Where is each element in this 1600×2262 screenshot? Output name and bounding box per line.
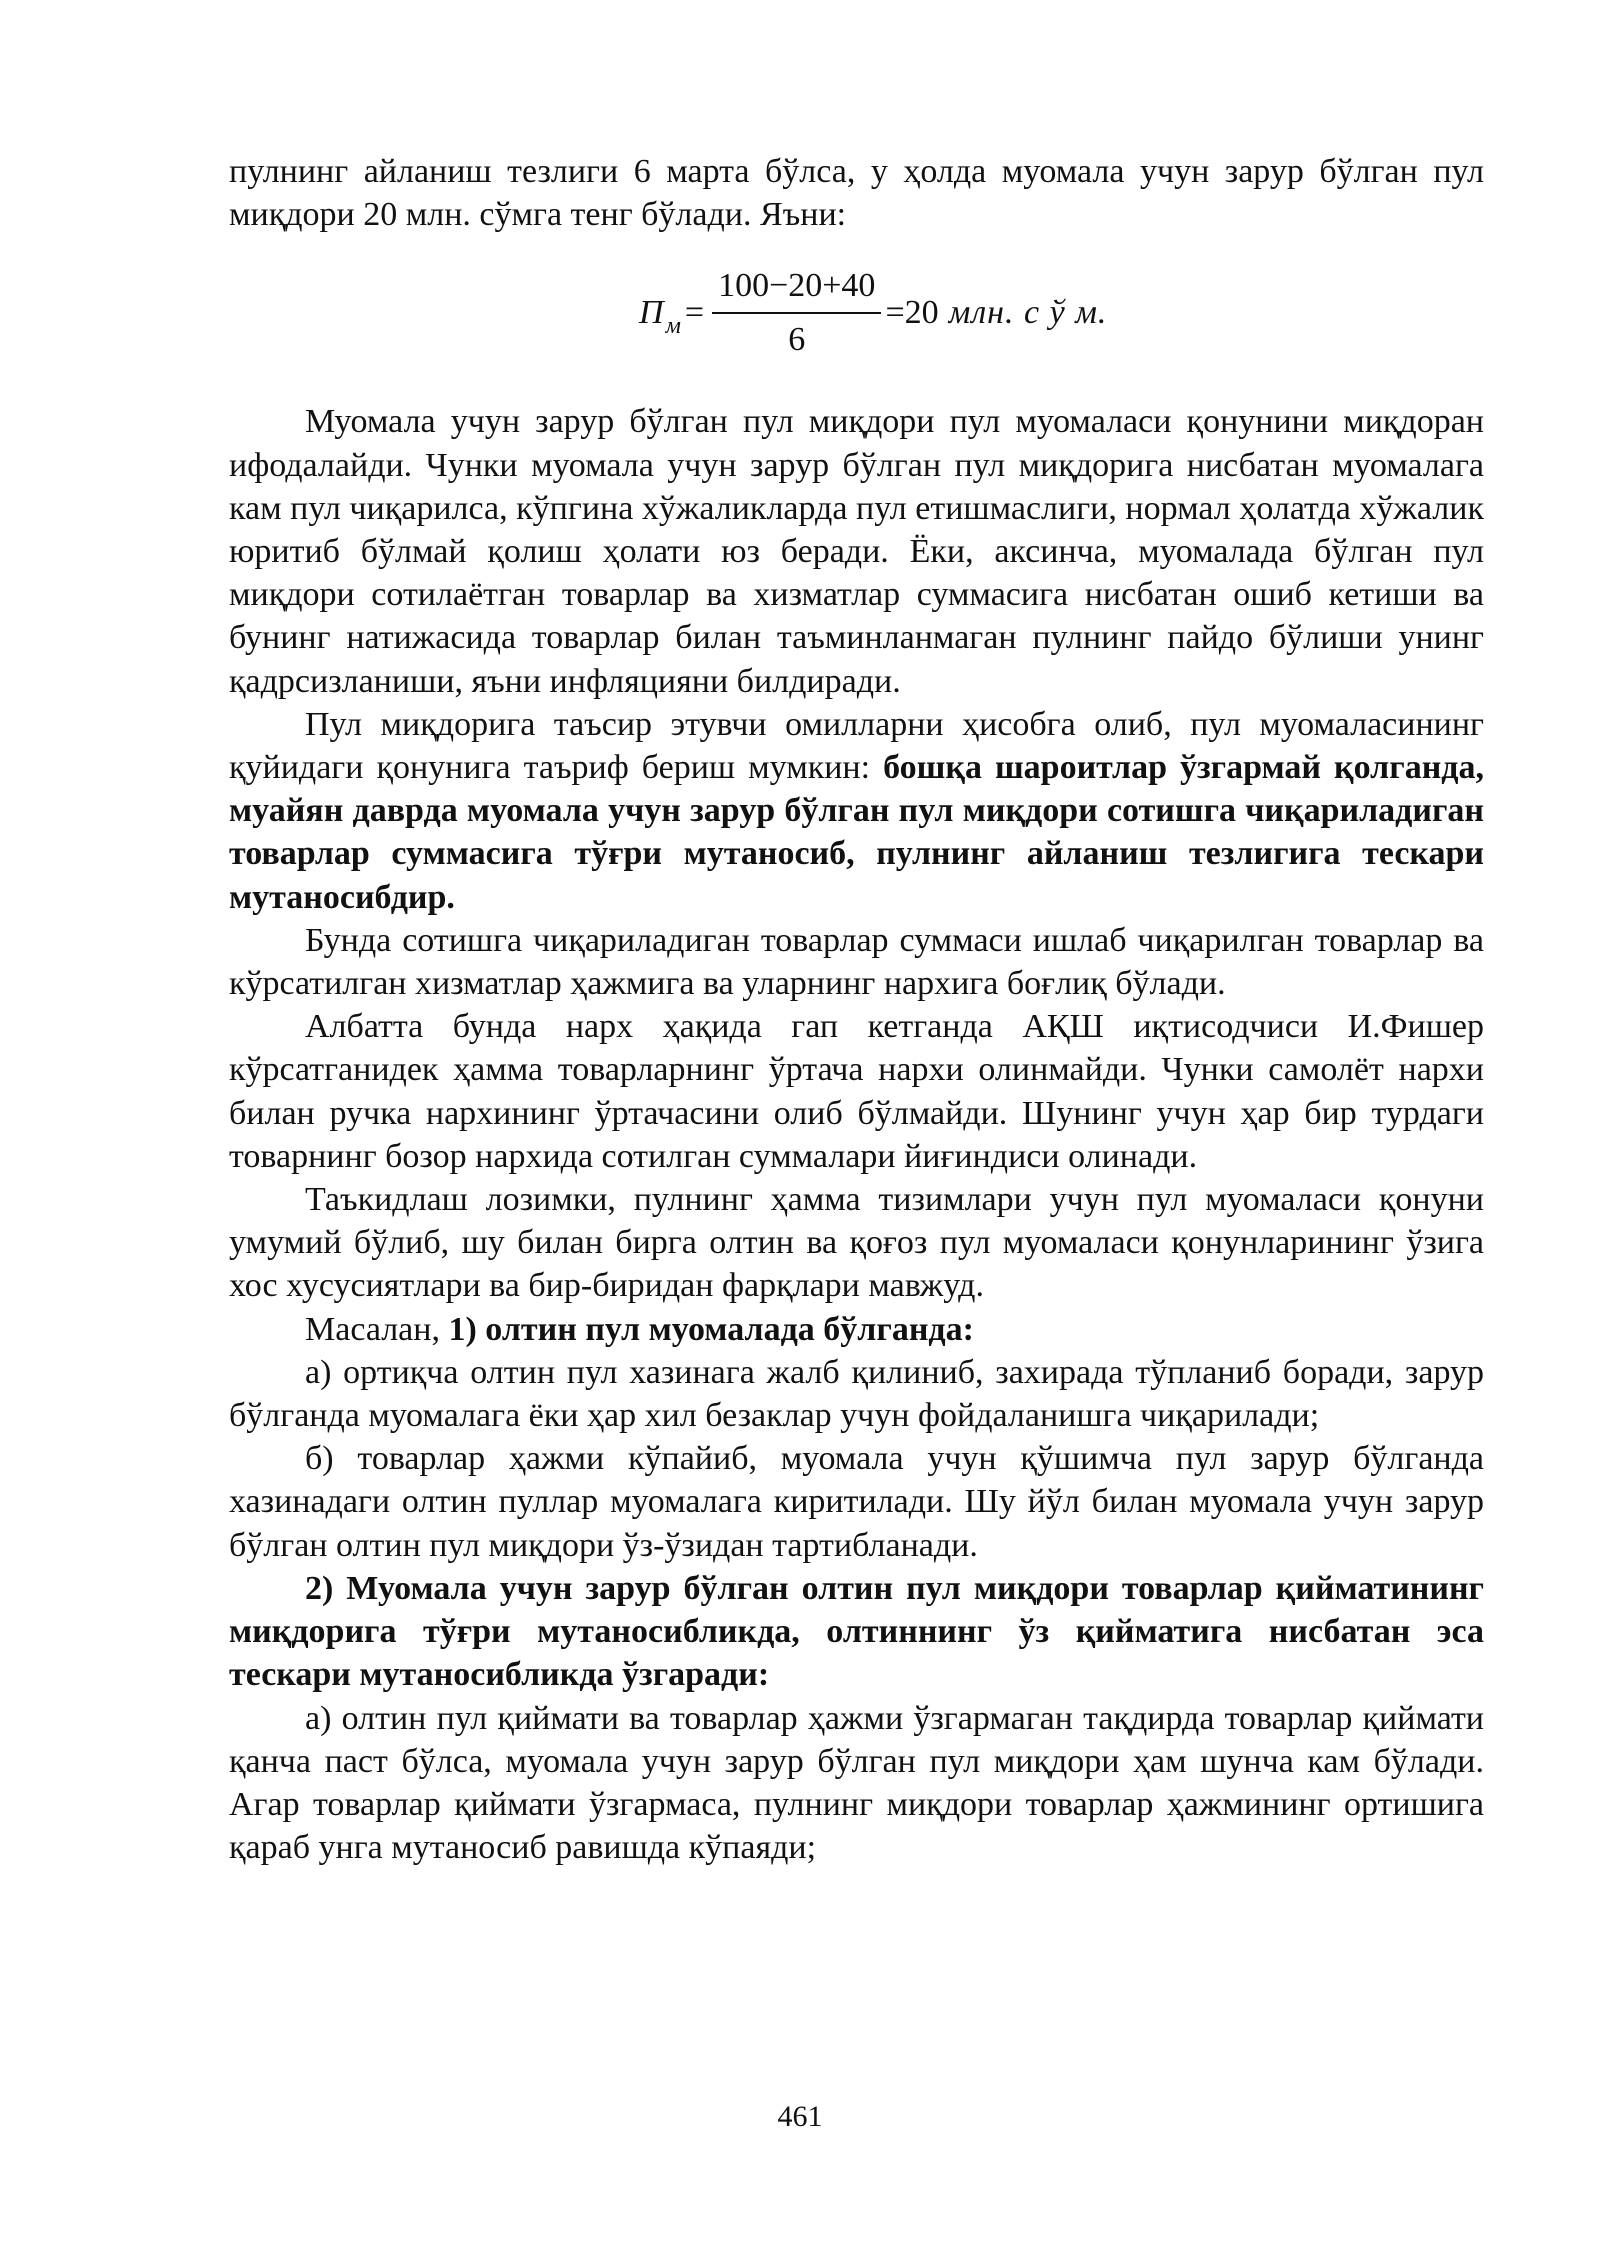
formula-lhs-subscript: м bbox=[665, 313, 681, 339]
paragraph-10: а) олтин пул қиймати ва товарлар ҳажми ўзгармаган тақдирда товарлар қиймати қанча паст бўлса, муомала учун зарур бўлган пул миқдори ҳам шунча кам бўлади. Агар товарлар қиймати ўзгармаса, пулнинг миқдори товарлар ҳажмининг ортишига қараб унга мутаносиб равишда кўпаяди; bbox=[229, 1699, 1484, 1867]
document-page bbox=[229, 150, 1484, 1869]
paragraph-6-text: Масалан, bbox=[305, 1310, 449, 1348]
page-number: 461 bbox=[777, 2100, 823, 2133]
paragraph-6 bbox=[229, 1308, 1484, 1351]
paragraph-4: Албатта бунда нарх ҳақида гап кетганда АҚШ иқтисодчиси И.Фишер кўрсатганидек ҳамма товарларнинг ўртача нархи олинмайди. Чунки самолёт нархи билан ручка нархининг ўртачасини олиб бўлмайди. Шунинг учун ҳар бир турдаги товарнинг бозор нархида сотилган суммалари йиғиндиси олинади. bbox=[229, 1008, 1484, 1175]
formula-fraction bbox=[712, 264, 881, 360]
formula-result: =20 bbox=[885, 294, 939, 331]
formula-unit: млн. с ў м. bbox=[948, 294, 1108, 331]
paragraph-5: Таъкидлаш лозимки, пулнинг ҳамма тизимлари учун пул муомаласи қонуни умумий бўлиб, шу билан бирга олтин ва қоғоз пул муомаласи қонунларининг ўзига хос хусусиятлари ва бир-биридан фарқлари мавжуд. bbox=[229, 1181, 1484, 1305]
paragraph-9-heading: 2) Муомала учун зарур бўлган олтин пул миқдори товарлар қийматининг миқдорига тўғри мутаносибликда, олтиннинг ўз қийматига нисбатан эса тескари мутаносибликда ўзгаради: bbox=[229, 1569, 1484, 1694]
formula-denominator: 6 bbox=[788, 320, 806, 358]
formula-numerator: 100−20+40 bbox=[712, 264, 881, 313]
paragraph-2-law-definition: бошқа шароитлар ўзгармай қолганда, муайян даврда муомала учун зарур бўлган пул миқдори сотишга чиқариладиган товарлар суммасига тўғри мутаносиб, пулнинг айланиш тезлигига тескари мутаносибдир. bbox=[229, 749, 1484, 916]
intro-paragraph: пулнинг айланиш тезлиги 6 марта бўлса, у ҳолда муомала учун зарур бўлган пул миқдори 20 млн. сўмга тенг бўлади. Яъни: bbox=[229, 153, 1484, 234]
paragraph-8: б) товарлар ҳажми кўпайиб, муомала учун қўшимча пул зарур бўлганда хазинадаги олтин пуллар муомалага киритилади. Шу йўл билан муомала учун зарур бўлган олтин пул миқдори ўз-ўзидан тартибланади. bbox=[229, 1440, 1484, 1564]
paragraph-1: Муомала учун зарур бўлган пул миқдори пул муомаласи қонунини миқдоран ифодалайди. Чунки муомала учун зарур бўлган пул миқдорига нисбатан муомалага кам пул чиқарилса, кўпгина хўжаликларда пул етишмаслиги, нормал ҳолатда хўжалик юритиб бўлмай қолиш ҳолати юз беради. Ёки, аксинча, муомалада бўлган пул миқдори сотилаётган товарлар ва хизматлар суммасига нисбатан ошиб кетиши ва бунинг натижасида товарлар билан таъминланмаган пулнинг пайдо бўлиши унинг қадрсизланиши, яъни инфляцияни билдиради. bbox=[229, 403, 1484, 700]
paragraph-9 bbox=[229, 1567, 1484, 1697]
paragraph-2 bbox=[229, 703, 1484, 919]
formula-expression bbox=[639, 264, 1107, 360]
paragraph-2-text: Пул миқдорига таъсир этувчи омилларни ҳисобга олиб, пул муомаласининг қуйидаги қонунига таъриф бериш мумкин: bbox=[229, 705, 1484, 787]
paragraph-7: а) ортиқча олтин пул хазинага жалб қилиниб, захирада тўпланиб боради, зарур бўлганда муомалага ёки ҳар хил безаклар учун фойдаланишга чиқарилади; bbox=[229, 1353, 1484, 1435]
paragraph-6-heading: 1) олтин пул муомалада бўлганда: bbox=[448, 1310, 974, 1348]
formula-lhs: П bbox=[639, 294, 664, 331]
money-quantity-formula bbox=[229, 242, 1484, 372]
formula-equals: = bbox=[684, 294, 705, 331]
paragraph-3: Бунда сотишга чиқариладиган товарлар суммаси ишлаб чиқарилган товарлар ва кўрсатилган хизматлар ҳажмига ва уларнинг нархига боғлиқ бўлади. bbox=[229, 921, 1484, 1003]
